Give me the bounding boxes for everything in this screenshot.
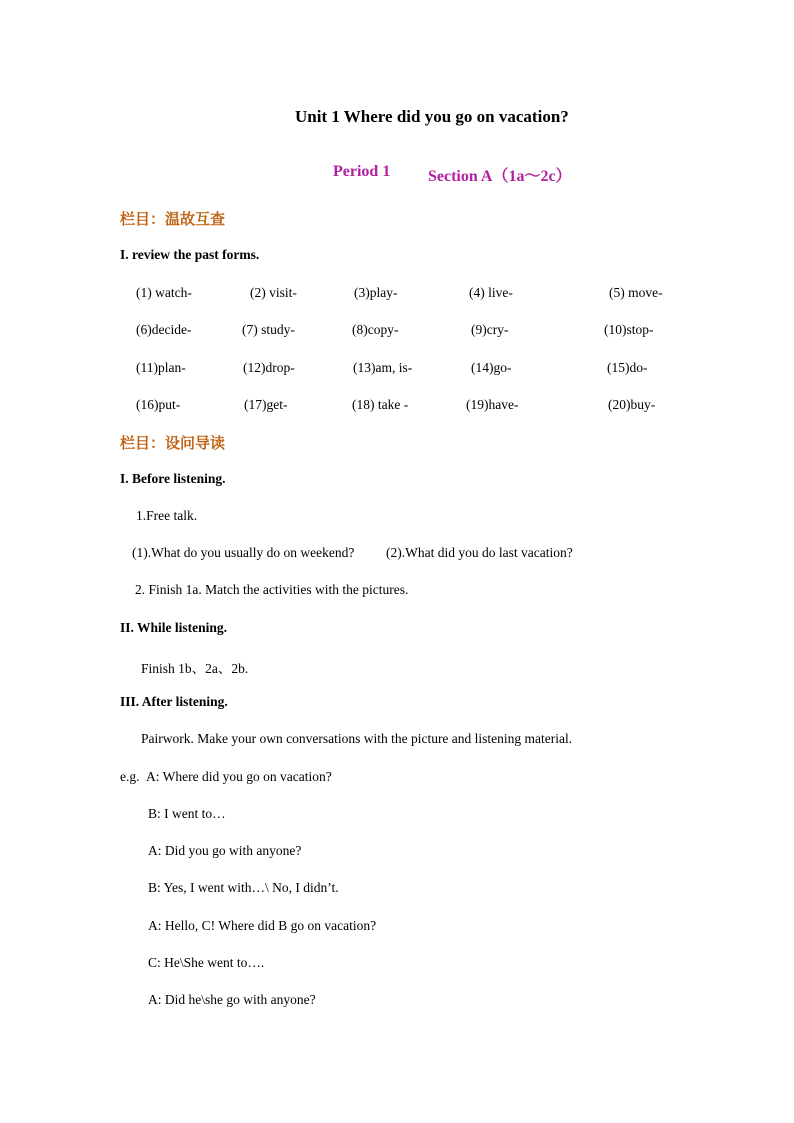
verb-cell: (20)buy-	[608, 397, 656, 412]
verb-cell: (16)put-	[136, 397, 181, 412]
verb-cell: (1) watch-	[136, 285, 192, 300]
finish-1a-instruction: 2. Finish 1a. Match the activities with the pictures.	[135, 582, 409, 597]
dialogue-line: A: Where did you go on vacation?	[146, 769, 332, 784]
review-section-header: 栏目：温故互查	[120, 212, 226, 228]
free-talk-question-1: (1).What do you usually do on weekend?	[132, 545, 355, 560]
verb-cell: (4) live-	[469, 285, 513, 300]
dialogue-line: A: Did he\she go with anyone?	[148, 992, 316, 1007]
verb-cell: (14)go-	[471, 360, 512, 375]
free-talk-label: 1.Free talk.	[136, 508, 198, 523]
verb-cell: (7) study-	[242, 322, 295, 337]
dialogue-line: B: Yes, I went with…\ No, I didn’t.	[148, 880, 339, 895]
verb-cell: (10)stop-	[604, 322, 654, 337]
page-title: Unit 1 Where did you go on vacation?	[295, 107, 569, 126]
while-listening-title: II. While listening.	[120, 620, 228, 635]
pairwork-instruction: Pairwork. Make your own conversations with the picture and listening material.	[141, 731, 573, 746]
free-talk-question-2: (2).What did you do last vacation?	[386, 545, 573, 560]
guide-section-header: 栏目：设问导读	[120, 436, 226, 452]
finish-1b-instruction: Finish 1b、2a、2b.	[141, 661, 249, 676]
dialogue-line: C: He\She went to….	[148, 955, 265, 970]
before-listening-title: I. Before listening.	[120, 471, 226, 486]
section-label: Section A（1a～2c）	[428, 168, 572, 185]
dialogue-line: A: Did you go with anyone?	[148, 843, 302, 858]
verb-cell: (19)have-	[466, 397, 519, 412]
verb-cell: (8)copy-	[352, 322, 399, 337]
verb-cell: (12)drop-	[243, 360, 295, 375]
verb-cell: (2) visit-	[250, 285, 297, 300]
after-listening-title: III. After listening.	[120, 694, 228, 709]
dialogue-line: A: Hello, C! Where did B go on vacation?	[148, 918, 377, 933]
verb-cell: (17)get-	[244, 397, 288, 412]
verb-cell: (11)plan-	[136, 360, 186, 375]
verb-cell: (5) move-	[609, 285, 663, 300]
verb-cell: (18) take -	[352, 397, 409, 412]
verb-cell: (6)decide-	[136, 322, 192, 337]
verb-cell: (3)play-	[354, 285, 398, 300]
verb-cell: (13)am, is-	[353, 360, 413, 375]
verb-cell: (15)do-	[607, 360, 648, 375]
verb-cell: (9)cry-	[471, 322, 509, 337]
review-title: I. review the past forms.	[120, 247, 260, 262]
dialogue-line: B: I went to…	[148, 806, 226, 821]
example-prefix: e.g.	[120, 769, 140, 784]
period-label: Period 1	[333, 163, 391, 180]
